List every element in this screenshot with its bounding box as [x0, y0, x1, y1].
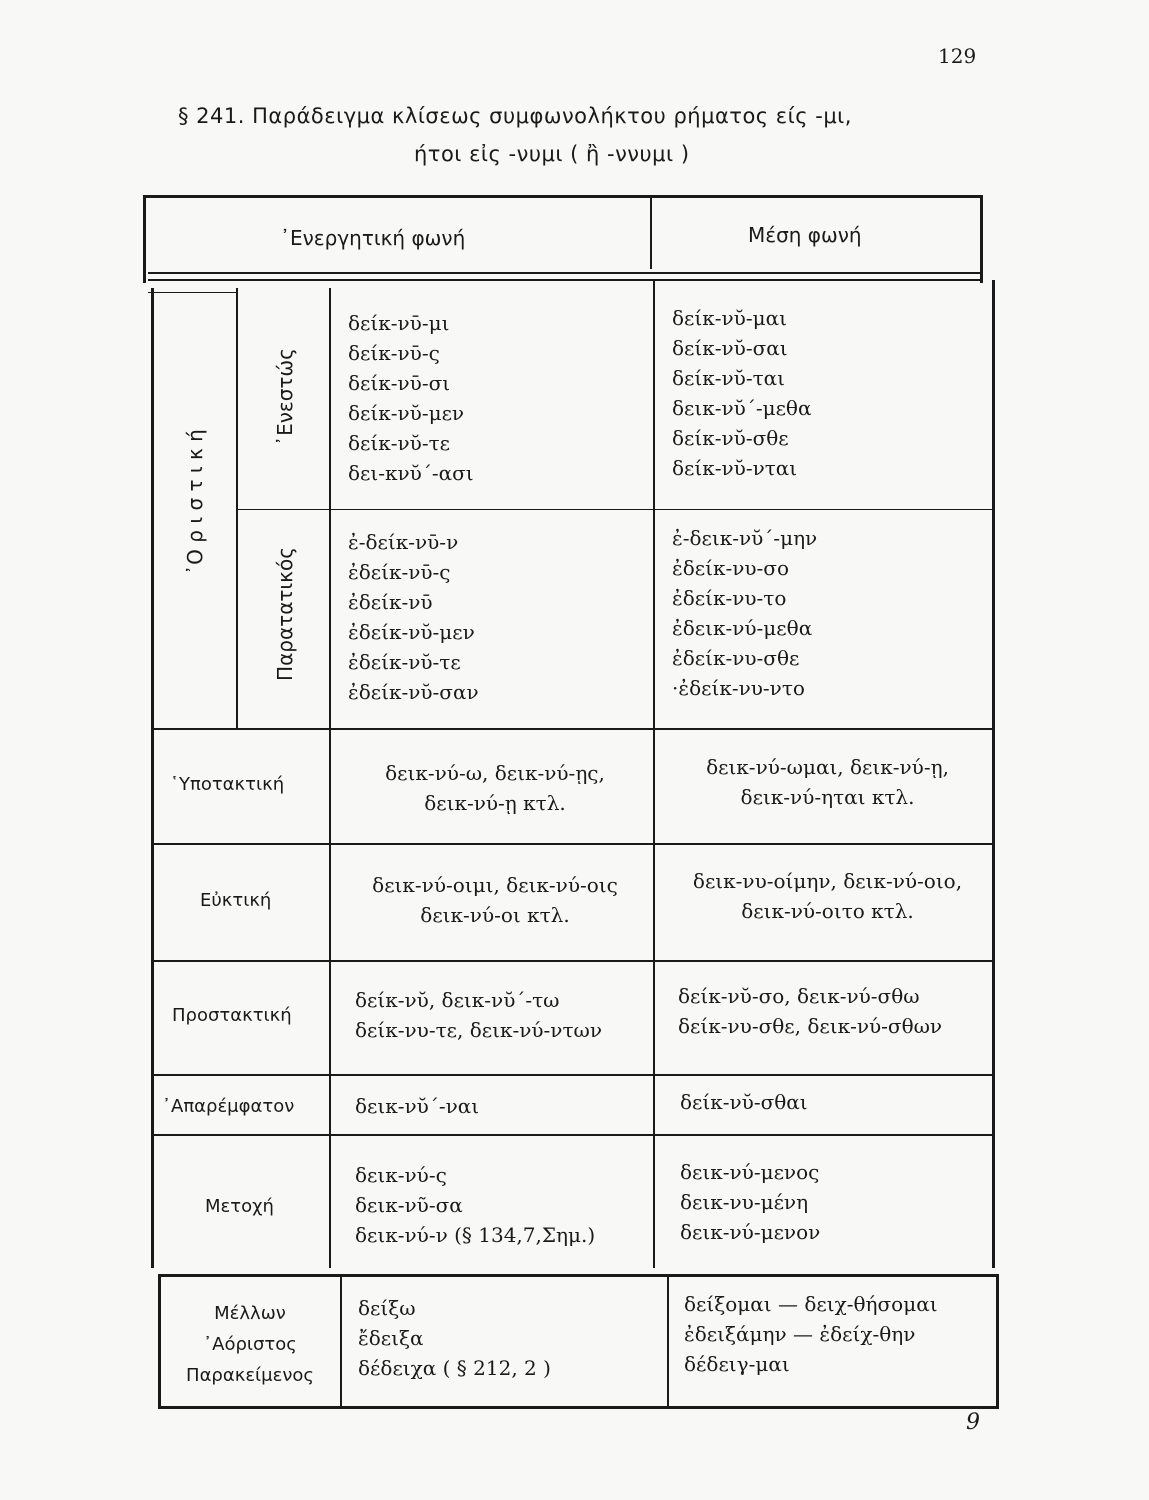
present-middle-form: δείκ-νῠ-ται	[672, 366, 785, 390]
optative-middle-line: δεικ-νυ-οίμην, δεικ-νύ-οιο,	[692, 869, 963, 893]
present-middle-form: δείκ-νῠ-νται	[672, 456, 798, 480]
subjunctive-active-line: δεικ-νύ-ω, δεικ-νύ-ῃς,	[385, 761, 605, 785]
participle-middle-line: δεικ-νυ-μένη	[680, 1190, 809, 1214]
section-subheading: ήτοι εἰς -νυμι ( ἢ -ννυμι )	[414, 142, 690, 166]
present-active-form: δείκ-νῠ-μεν	[348, 401, 465, 425]
tense-imperfect-label: Παρατατικός	[273, 547, 297, 681]
infinitive-middle-form: δείκ-νῠ-σθαι	[680, 1090, 808, 1114]
optative-middle-line: δεικ-νύ-οιτο κτλ.	[741, 899, 914, 923]
imperfect-middle-form: ἐ-δεικ-νῠ΄-μην	[672, 526, 818, 550]
perfect-middle-form: δέδειγ-μαι	[684, 1352, 790, 1376]
mood-participle-label: Μετοχή	[205, 1196, 274, 1217]
tense-perfect-label: Παρακείμενος	[186, 1365, 314, 1386]
aorist-active-form: ἔδειξα	[358, 1326, 424, 1350]
present-active-form: δει-κνῠ΄-ασι	[348, 461, 474, 485]
participle-middle-line: δεικ-νύ-μενος	[680, 1160, 820, 1184]
present-active-form: δείκ-νῡ-ς	[348, 341, 440, 365]
present-middle-form: δείκ-νῠ-σαι	[672, 336, 788, 360]
column-header-active: ᾿Ενεργητική φωνή	[280, 226, 466, 250]
present-active-form: δείκ-νῡ-σι	[348, 371, 451, 395]
other-tenses-middle-forms	[684, 1289, 938, 1379]
subjunctive-middle-line: δεικ-νύ-ωμαι, δεικ-νύ-ῃ,	[706, 755, 949, 779]
participle-active-line: δεικ-νύ-ς	[355, 1163, 447, 1187]
imperfect-active-forms	[348, 527, 479, 707]
imperative-active-line: δείκ-νῠ, δεικ-νῠ΄-τω	[355, 988, 560, 1012]
column-header-middle: Μέση φωνή	[748, 223, 862, 247]
imperative-active-forms	[355, 985, 602, 1045]
subjunctive-middle-forms	[665, 752, 990, 812]
mood-subjunctive-label: ῾Υποτακτική	[170, 774, 285, 795]
participle-middle-line: δεικ-νύ-μενον	[680, 1220, 821, 1244]
signature-number: 9	[966, 1410, 980, 1435]
imperfect-middle-form: ἐδεικ-νύ-μεθα	[672, 616, 813, 640]
tense-present-label: ᾿Ενεστώς	[273, 348, 297, 446]
imperfect-active-form: ἐδείκ-νῡ	[348, 590, 433, 614]
optative-active-line: δεικ-νύ-οιμι, δεικ-νύ-οις	[372, 873, 618, 897]
page-number: 129	[938, 44, 977, 68]
future-middle-form: δείξομαι — δειχ-θήσομαι	[684, 1292, 938, 1316]
infinitive-active-form: δεικ-νῠ΄-ναι	[355, 1094, 480, 1118]
mood-optative-label: Εὐκτική	[200, 890, 272, 911]
present-active-form: δείκ-νῠ-τε	[348, 431, 451, 455]
present-active-form: δείκ-νῡ-μι	[348, 311, 450, 335]
optative-middle-forms	[665, 866, 990, 926]
mood-indicative-label: ᾿Ο ρ ι σ τ ι κ ή	[183, 429, 207, 575]
optative-active-line: δεικ-νύ-οι κτλ.	[420, 903, 570, 927]
present-middle-form: δείκ-νῠ-μαι	[672, 306, 787, 330]
optative-active-forms	[345, 870, 645, 930]
imperfect-active-form: ἐδείκ-νῡ-ς	[348, 560, 451, 584]
imperfect-middle-form: ·ἐδείκ-νυ-ντο	[672, 676, 805, 700]
imperfect-middle-form: ἐδείκ-νυ-σο	[672, 556, 790, 580]
imperative-middle-forms	[678, 981, 942, 1041]
imperative-middle-line: δείκ-νυ-σθε, δεικ-νύ-σθων	[678, 1014, 943, 1038]
imperative-active-line: δείκ-νυ-τε, δεικ-νύ-ντων	[355, 1018, 602, 1042]
other-tenses-active-forms	[358, 1293, 551, 1383]
imperfect-active-form: ἐ-δείκ-νῡ-ν	[348, 530, 459, 554]
imperfect-middle-forms	[672, 523, 817, 703]
present-active-forms	[348, 308, 474, 488]
imperfect-middle-form: ἐδείκ-νυ-το	[672, 586, 787, 610]
imperfect-active-form: ἐδείκ-νῠ-σαν	[348, 680, 479, 704]
participle-active-line: δεικ-νῦ-σα	[355, 1193, 463, 1217]
present-middle-form: δείκ-νῠ-σθε	[672, 426, 789, 450]
subjunctive-active-forms	[345, 758, 645, 818]
mood-infinitive-label: ᾿Απαρέμφατον	[162, 1096, 295, 1117]
tense-aorist-label: ᾿Αόριστος	[203, 1334, 297, 1355]
perfect-active-form: δέδειχα ( § 212, 2 )	[358, 1356, 551, 1380]
imperfect-middle-form: ἐδείκ-νυ-σθε	[672, 646, 800, 670]
tense-future-label: Μέλλων	[214, 1303, 286, 1324]
subjunctive-middle-line: δεικ-νύ-ηται κτλ.	[740, 785, 915, 809]
participle-active-line: δεικ-νύ-ν (§ 134,7,Σημ.)	[355, 1223, 596, 1247]
future-active-form: δείξω	[358, 1296, 416, 1320]
imperfect-active-form: ἐδείκ-νῠ-τε	[348, 650, 461, 674]
section-heading: § 241. Παράδειγμα κλίσεως συμφωνολήκτου ρήματος είς -μι,	[178, 104, 852, 128]
present-middle-forms	[672, 303, 811, 483]
mood-imperative-label: Προστακτική	[172, 1005, 292, 1026]
aorist-middle-form: ἐδειξάμην — ἐδείχ-θην	[684, 1322, 916, 1346]
subjunctive-active-line: δεικ-νύ-ῃ κτλ.	[424, 791, 566, 815]
other-tenses-labels	[162, 1298, 338, 1391]
imperative-middle-line: δείκ-νῠ-σο, δεικ-νύ-σθω	[678, 984, 920, 1008]
participle-middle-forms	[680, 1157, 820, 1247]
imperfect-active-form: ἐδείκ-νῠ-μεν	[348, 620, 475, 644]
present-middle-form: δεικ-νῠ΄-μεθα	[672, 396, 812, 420]
participle-active-forms	[355, 1160, 595, 1250]
